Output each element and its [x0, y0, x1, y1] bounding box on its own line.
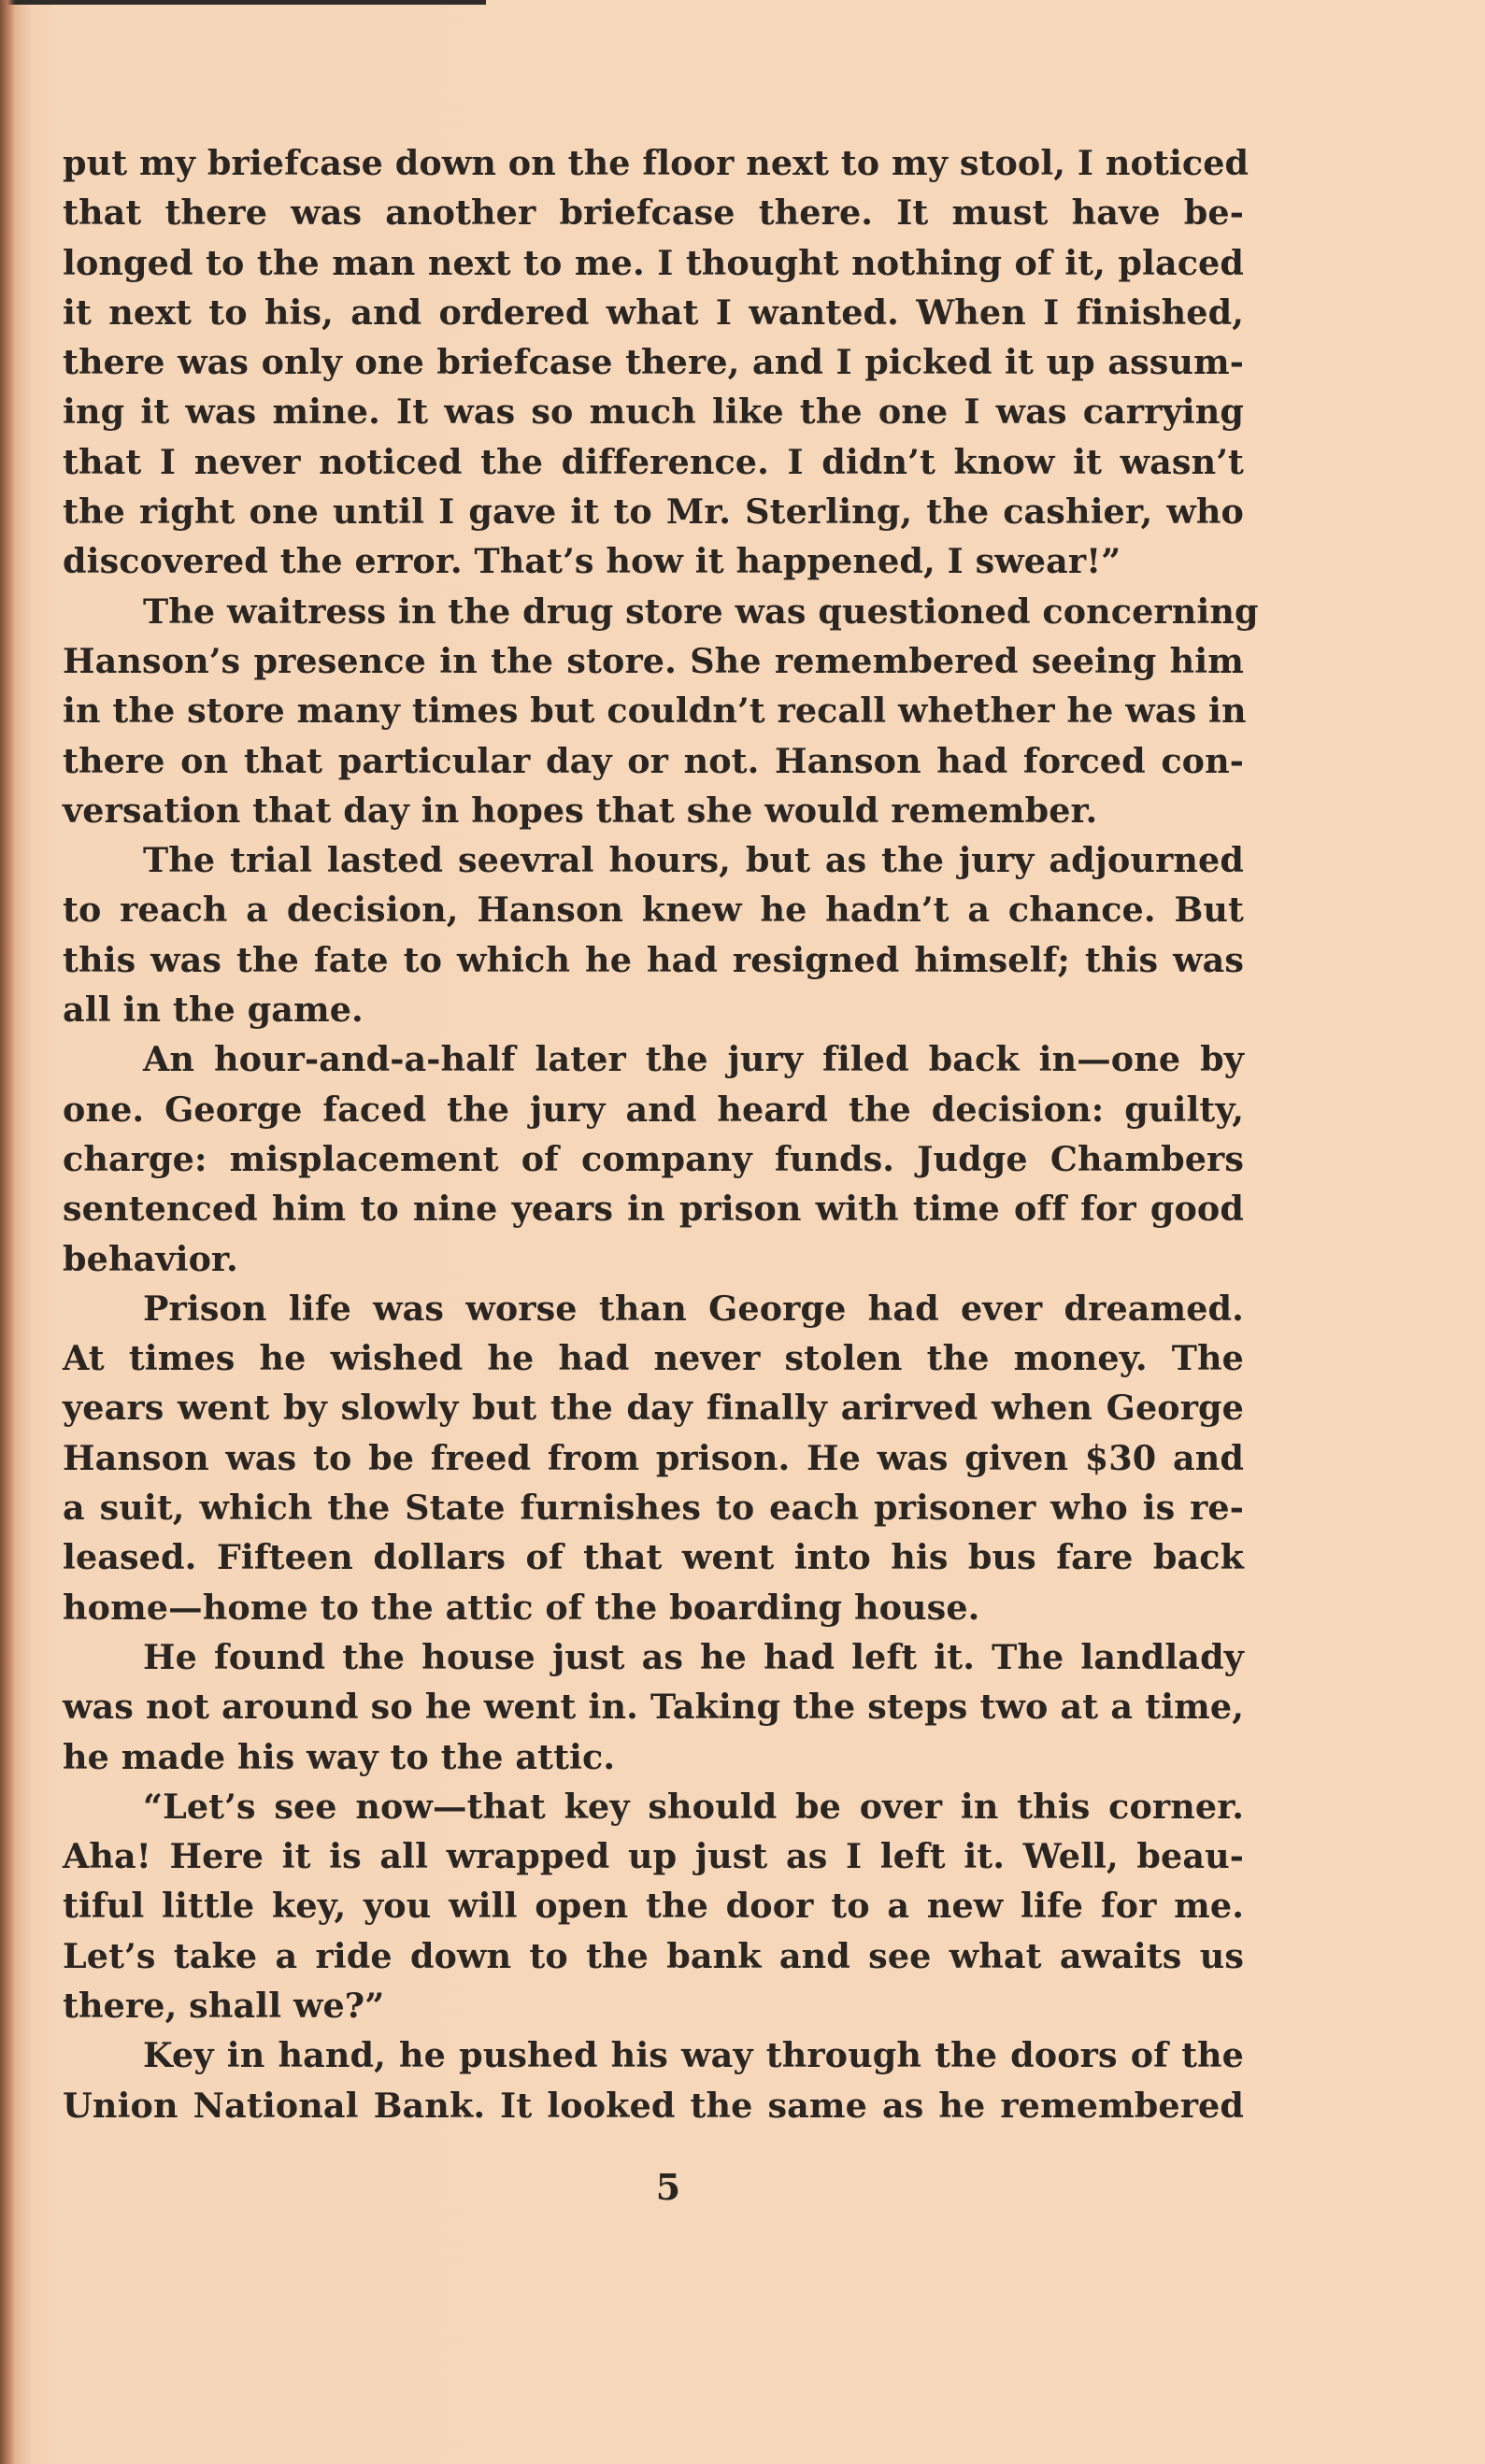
text-line: that there was another briefcase there. It must have be-	[63, 192, 1244, 234]
text-line: a suit, which the State furnishes to each prisoner who is re-	[63, 1488, 1244, 1529]
text-line: Hanson was to be freed from prison. He was given $30 and	[63, 1437, 1244, 1478]
paragraph-first-line: The trial lasted seevral hours, but as the jury adjourned	[143, 840, 1244, 881]
text-line: there was only one briefcase there, and I picked it up assum-	[63, 342, 1244, 383]
text-line: years went by slowly but the day finally arirved when George	[63, 1388, 1244, 1429]
text-line: tiful little key, you will open the door to a new life for me.	[63, 1886, 1244, 1927]
text-line: home—home to the attic of the boarding house.	[63, 1587, 980, 1628]
text-line: At times he wished he had never stolen the money. The	[63, 1338, 1244, 1379]
text-line: Let’s take a ride down to the bank and see what awaits us	[63, 1935, 1244, 1976]
top-page-edge	[0, 0, 486, 5]
paragraph-first-line: Key in hand, he pushed his way through the doors of the	[143, 2035, 1244, 2076]
text-line: charge: misplacement of company funds. Judge Chambers	[63, 1138, 1244, 1179]
text-line: there on that particular day or not. Hanson had forced con-	[63, 740, 1244, 781]
text-line: in the store many times but couldn’t recall whether he was in	[63, 691, 1247, 732]
text-line: sentenced him to nine years in prison with time off for good	[63, 1189, 1244, 1230]
text-line: was not around so he went in. Taking the steps two at a time,	[63, 1687, 1244, 1728]
paragraph-first-line: Prison life was worse than George had ever dreamed.	[143, 1288, 1244, 1329]
text-line: it next to his, and ordered what I wanted. When I finished,	[63, 292, 1244, 333]
text-line: leased. Fifteen dollars of that went into his bus fare back	[63, 1537, 1244, 1578]
text-line: discovered the error. That’s how it happened, I swear!”	[63, 541, 1121, 582]
text-line: he made his way to the attic.	[63, 1736, 616, 1777]
binding-shadow	[0, 0, 15, 2464]
text-line: versation that day in hopes that she would remember.	[63, 790, 1098, 831]
text-line: to reach a decision, Hanson knew he hadn’t a chance. But	[63, 890, 1244, 931]
text-line: ing it was mine. It was so much like the one I was carrying	[63, 392, 1244, 433]
text-line: one. George faced the jury and heard the decision: guilty,	[63, 1089, 1244, 1130]
text-line: that I never noticed the difference. I didn’t know it wasn’t	[63, 441, 1244, 482]
text-line: behavior.	[63, 1238, 238, 1279]
text-line: Aha! Here it is all wrapped up just as I left it. Well, beau-	[63, 1836, 1244, 1877]
text-line: Hanson’s presence in the store. She remembered seeing him	[63, 640, 1244, 681]
text-line: the right one until I gave it to Mr. Sterling, the cashier, who	[63, 491, 1244, 533]
paragraph-first-line: “Let’s see now—that key should be over in this corner.	[143, 1786, 1244, 1827]
text-line: all in the game.	[63, 990, 364, 1031]
text-line: longed to the man next to me. I thought nothing of it, placed	[63, 242, 1244, 283]
paragraph-first-line: He found the house just as he had left it. The landlady	[143, 1636, 1244, 1677]
text-line: this was the fate to which he had resigned himself; this was	[63, 939, 1244, 980]
text-line: Union National Bank. It looked the same as he remembered	[63, 2085, 1244, 2126]
page-number: 5	[655, 2166, 681, 2208]
paragraph-first-line: The waitress in the drug store was questioned concerning	[143, 591, 1259, 632]
paragraph-first-line: An hour-and-a-half later the jury filed back in—one by	[143, 1039, 1244, 1080]
text-line: put my briefcase down on the floor next to my stool, I noticed	[63, 143, 1249, 183]
text-line: there, shall we?”	[63, 1985, 385, 2026]
body-text	[63, 138, 1259, 2130]
